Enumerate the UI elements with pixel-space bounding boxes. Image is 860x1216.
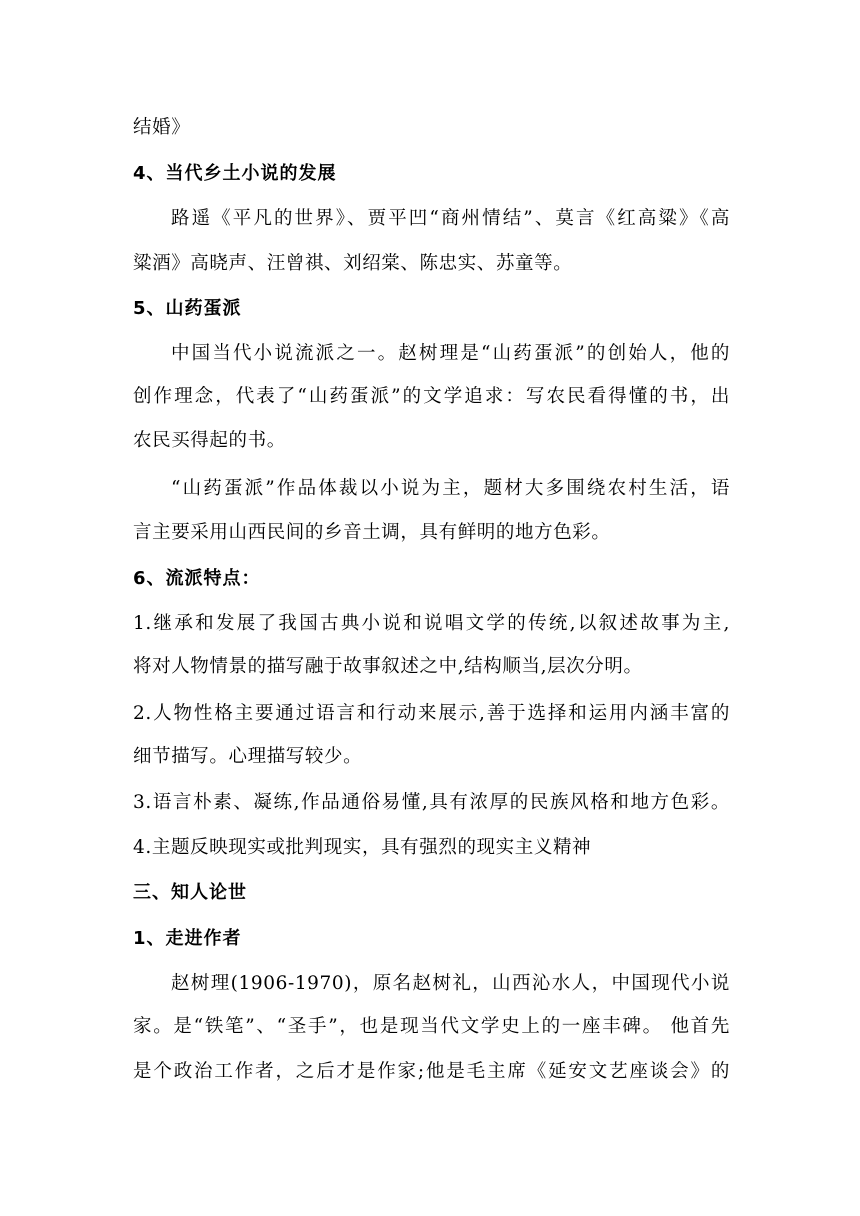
paragraph-line: 路遥《平凡的世界》、贾平凹“商州情结”、莫言《红高粱》《高 [171, 208, 730, 229]
list-item-line: 将对人物情景的描写融于故事叙述之中,结构顺当,层次分明。 [133, 656, 643, 677]
paragraph-line: 家。是“铁笔”、“圣手”，也是现当代文学史上的一座丰碑。 他首先 [133, 1016, 730, 1037]
list-item-line: 3.语言朴素、凝练,作品通俗易懂,具有浓厚的民族风格和地方色彩。 [133, 792, 730, 813]
paragraph-line: “山药蛋派”作品体裁以小说为主，题材大多围绕农村生活，语 [171, 478, 730, 499]
list-item-line: 4.主题反映现实或批判现实，具有强烈的现实主义精神 [133, 837, 592, 858]
list-item-line: 细节描写。心理描写较少。 [133, 746, 363, 767]
paragraph-line: 结婚》 [133, 117, 191, 138]
section-heading-5: 5、山药蛋派 [133, 298, 242, 319]
paragraph-line: 赵树理(1906-1970)，原名赵树礼，山西沁水人，中国现代小说 [171, 973, 730, 994]
paragraph-line: 中国当代小说流派之一。赵树理是“山药蛋派”的创始人，他的 [171, 343, 730, 364]
paragraph-line: 创作理念，代表了“山药蛋派”的文学追求：写农民看得懂的书，出 [133, 386, 730, 407]
section-heading-4: 4、当代乡土小说的发展 [133, 163, 337, 184]
list-item-line: 1.继承和发展了我国古典小说和说唱文学的传统,以叙述故事为主, [133, 613, 730, 634]
section-heading-author: 1、走进作者 [133, 928, 242, 949]
list-item-line: 2.人物性格主要通过语言和行动来展示,善于选择和运用内涵丰富的 [133, 703, 730, 724]
paragraph-line: 粱酒》高晓声、汪曾祺、刘绍棠、陈忠实、苏童等。 [133, 253, 573, 274]
section-heading-6: 6、流派特点： [133, 568, 261, 589]
paragraph-line: 言主要采用山西民间的乡音土调，具有鲜明的地方色彩。 [133, 522, 611, 543]
paragraph-line: 农民买得起的书。 [133, 430, 286, 451]
chapter-heading: 三、知人论世 [133, 882, 247, 903]
paragraph-line: 是个政治工作者，之后才是作家;他是毛主席《延安文艺座谈会》的 [133, 1061, 730, 1082]
